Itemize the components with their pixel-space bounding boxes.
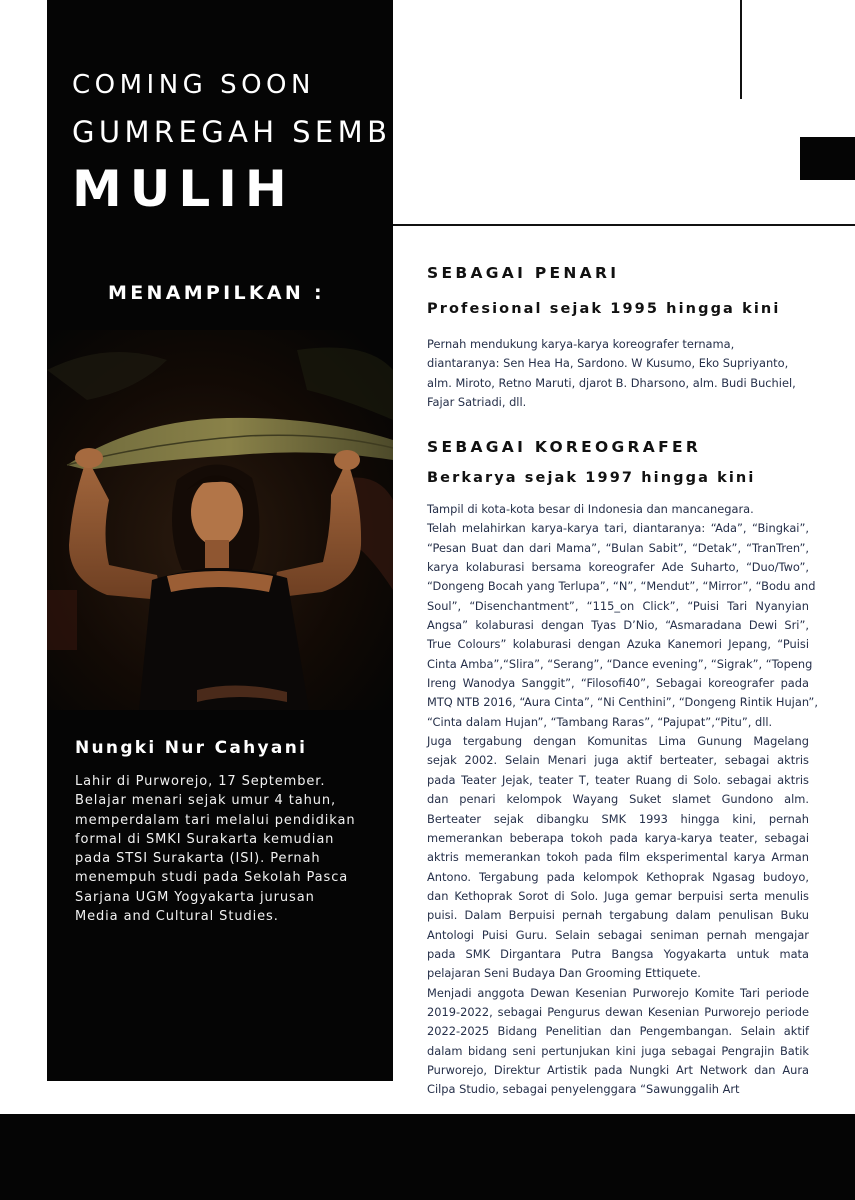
choreographer-section-title: SEBAGAI KOREOGRAFER (427, 438, 702, 456)
choreo-line: Antono. Tergabung pada kelompok Kethoprak Ngasag budoyo, (427, 869, 809, 884)
presents-label: MENAMPILKAN : (108, 282, 325, 304)
performer-photo (47, 330, 393, 710)
choreo-line: Ireng Wanodya Sanggit”, “Filosofi40”, Sebagai koreografer pada (427, 676, 809, 691)
choreo-line: karya kolaburasi bersama koreografer Ade Suharto, “Duo/Two”, (427, 560, 809, 575)
bio-line: formal di SMKI Surakarta kemudian (75, 831, 335, 847)
choreo-line: Purworejo, Direktur Artistik pada Nungki Art Network dan Aura (427, 1062, 809, 1077)
choreo-line: Cilpa Studio, sebagai penyelenggara “Sawunggalih Art (427, 1082, 740, 1097)
choreographer-section-subtitle: Berkarya sejak 1997 hingga kini (427, 470, 756, 486)
performer-name: Nungki Nur Cahyani (75, 738, 308, 758)
dancer-paragraph (427, 335, 809, 412)
choreo-line: Telah melahirkan karya-karya tari, diantaranya: “Ada”, “Bingkai”, (427, 521, 809, 536)
bottom-black-bar (0, 1114, 855, 1200)
choreo-line: Soul”, “Disenchantment”, “115_on Click”, “Puisi Tari Nyanyian (427, 598, 809, 613)
choreo-line: dan penari kelompok Wayang Suket slamet Gundono alm. (427, 792, 809, 807)
choreo-line: “Cinta dalam Hujan”, “Tambang Raras”, “Pajupat”,“Pitu”, dll. (427, 714, 773, 729)
choreographer-paragraph (427, 500, 818, 1100)
choreo-line: Menjadi anggota Dewan Kesenian Purworejo Komite Tari periode (427, 985, 809, 1000)
hero-show-title: MULIH (72, 160, 295, 218)
hero-event-title: GUMREGAH SEMBIR 2023 (72, 115, 534, 149)
performer-bio (75, 772, 375, 926)
bio-line: Sarjana UGM Yogyakarta jurusan (75, 889, 315, 905)
choreo-line: dan Kethoprak Sorot di Solo. Juga gemar berpuisi serta menulis (427, 888, 809, 903)
choreo-line: pelajaran Seni Budaya Dan Grooming Ettiquete. (427, 966, 701, 981)
choreo-line: MTQ NTB 2016, “Aura Cinta”, “Ni Centhini”, “Dongeng Rintik Hujan”, (427, 695, 818, 710)
choreo-line: Juga tergabung dengan Komunitas Lima Gunung Magelang (427, 734, 809, 749)
choreo-line: sejak 2002. Selain Menari juga aktif berteater, sebagai aktris (427, 753, 809, 768)
choreo-line: Angsa” kolaburasi dengan Tyas D’Nio, “Asmaradana Dewi Sri”, (427, 618, 809, 633)
choreo-line: memerankan beberapa tokoh pada karya-karya teater, sebagai (427, 830, 809, 845)
choreo-line: Berteater sejak dibangku SMK 1993 hingga kini, pernah (427, 811, 809, 826)
bio-line: memperdalam tari melalui pendidikan (75, 812, 356, 828)
dancer-line: Pernah mendukung karya-karya koreografer ternama, (427, 337, 735, 351)
choreo-line: pada Teater Jejak, teater T, teater Ruang di Solo. sebagai aktris (427, 772, 809, 787)
choreo-line: pada SMK Dirgantara Putra Bangsa Yogyakarta untuk mata (427, 946, 809, 961)
decorative-horizontal-line (393, 224, 855, 226)
dancer-line: Fajar Satriadi, dll. (427, 395, 527, 410)
hero-coming-soon: COMING SOON (72, 70, 315, 100)
choreo-line: Cinta Amba”,“Slira”, “Serang”, “Dance evening”, “Sigrak”, “Topeng (427, 656, 813, 671)
choreo-line: Antologi Puisi Guru. Selain sebagai seniman pernah mengajar (427, 927, 809, 942)
choreo-line: aktris memerankan tokoh pada film eksperimental karya Arman (427, 850, 809, 865)
choreo-line: Tampil di kota-kota besar di Indonesia dan mancanegara. (427, 502, 754, 516)
choreo-line: puisi. Dalam Berpuisi pernah tergabung dalam penulisan Buku (427, 908, 809, 923)
decorative-vertical-line (740, 0, 742, 99)
bio-line: pada STSI Surakarta (ISI). Pernah (75, 851, 321, 867)
choreo-line: “Dongeng Bocah yang Terlupa”, “N”, “Mendut”, “Mirror”, “Bodu and (427, 579, 816, 594)
bio-line: Belajar menari sejak umur 4 tahun, (75, 793, 337, 809)
choreo-line: 2019-2022, sebagai Pengurus dewan Kesenian Purworejo periode (427, 1004, 809, 1019)
dancer-section-subtitle: Profesional sejak 1995 hingga kini (427, 301, 781, 317)
choreo-line: 2022-2025 Bidang Penelitian dan Pengembangan. Selain aktif (427, 1024, 809, 1039)
bio-line: Lahir di Purworejo, 17 September. (75, 774, 326, 789)
dancer-line: diantaranya: Sen Hea Ha, Sardono. W Kusumo, Eko Supriyanto, (427, 356, 789, 371)
dancer-line: alm. Miroto, Retno Maruti, djarot B. Dharsono, alm. Budi Buchiel, (427, 375, 796, 390)
choreo-line: True Colours” kolaburasi dengan Azuka Kanemori Jepang, “Puisi (427, 637, 809, 652)
decorative-black-block (800, 137, 855, 180)
choreo-line: dalam bidang seni pertunjukan kini juga sebagai Pengrajin Batik (427, 1043, 809, 1058)
bio-line: menempuh studi pada Sekolah Pasca (75, 870, 349, 886)
bio-line: Media and Cultural Studies. (75, 909, 279, 925)
choreo-line: “Pesan Buat dan dari Mama”, “Bulan Sabit”, “Detak”, “TranTren”, (427, 540, 809, 555)
dancer-section-title: SEBAGAI PENARI (427, 264, 620, 282)
